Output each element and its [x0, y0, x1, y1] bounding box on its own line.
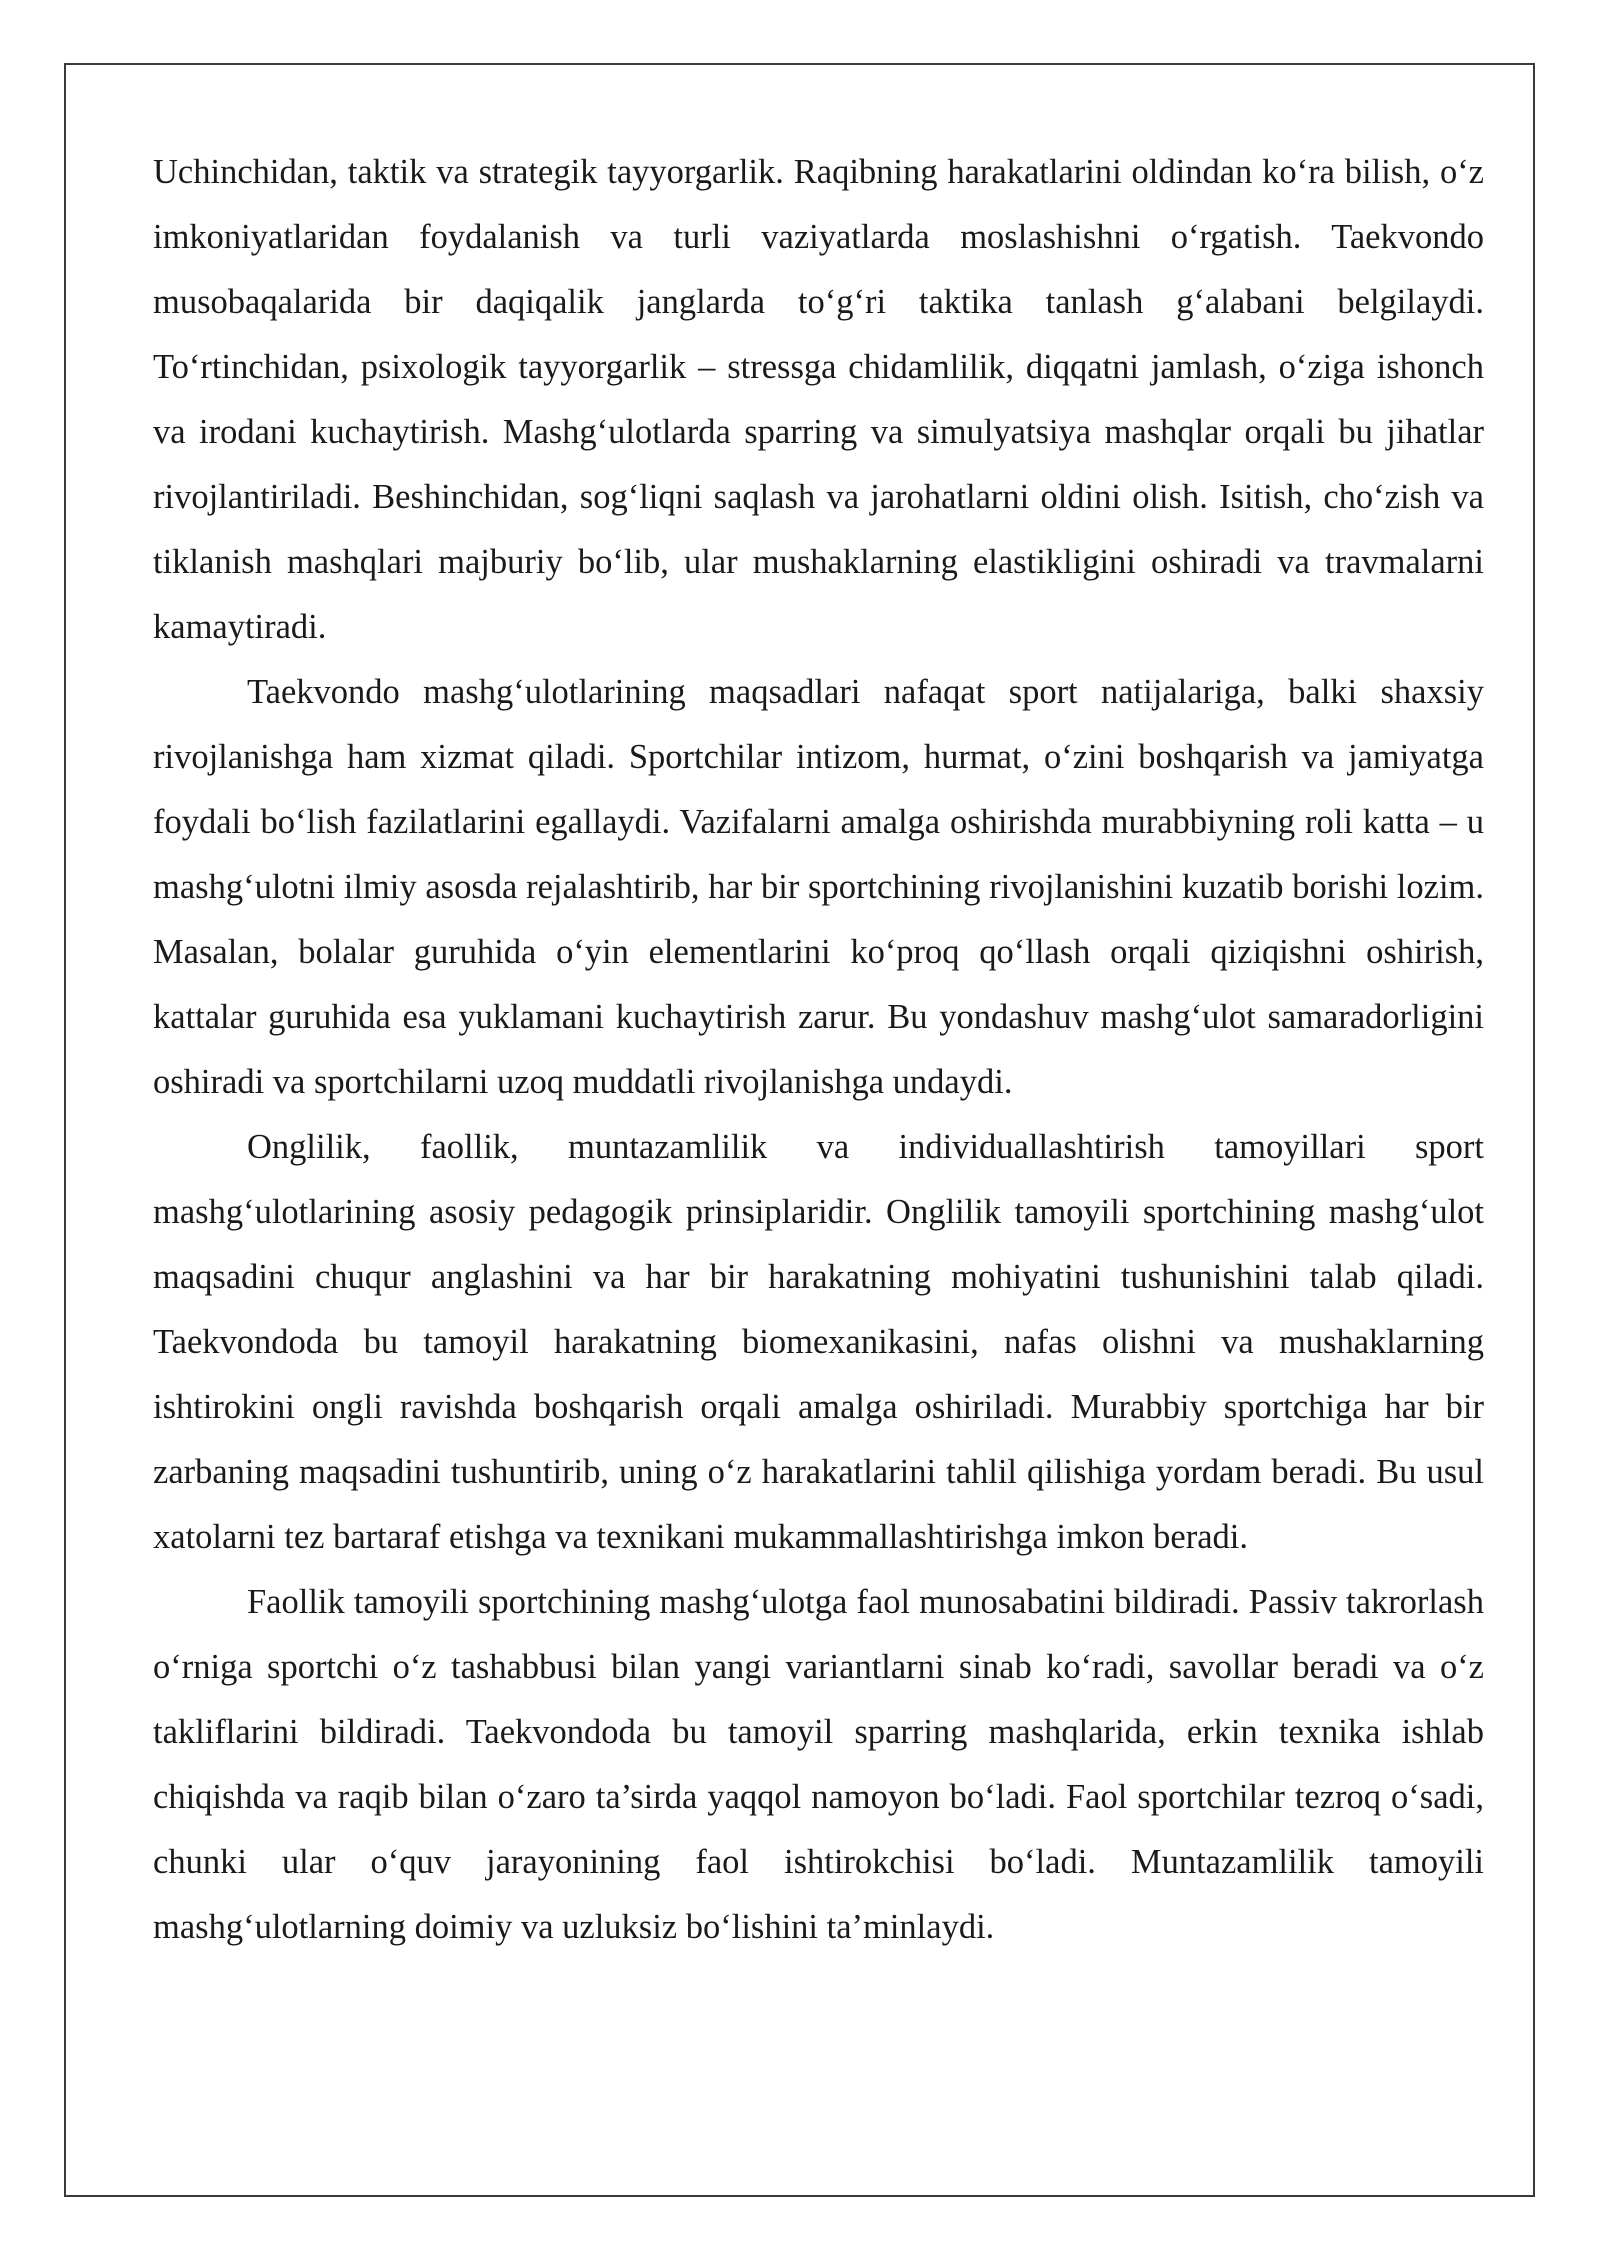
- document-body: [153, 140, 1484, 1960]
- paragraph-1: Uchinchidan, taktik va strategik tayyorgarlik. Raqibning harakatlarini oldindan ko‘ra bilish, o‘z imkoniyatlaridan foydalanish va turli vaziyatlarda moslashishni o‘rgatish. Taekvondo musobaqalarida bir daqiqalik janglarda to‘g‘ri taktika tanlash g‘alabani belgilaydi. To‘rtinchidan, psixologik tayyorgarlik – stressga chidamlilik, diqqatni jamlash, o‘ziga ishonch va irodani kuchaytirish. Mashg‘ulotlarda sparring va simulyatsiya mashqlar orqali bu jihatlar rivojlantiriladi. Beshinchidan, sog‘liqni saqlash va jarohatlarni oldini olish. Isitish, cho‘zish va tiklanish mashqlari majburiy bo‘lib, ular mushaklarning elastikligini oshiradi va travmalarni kamaytiradi.: [153, 153, 1484, 646]
- paragraph-2: Taekvondo mashg‘ulotlarining maqsadlari nafaqat sport natijalariga, balki shaxsiy rivojlanishga ham xizmat qiladi. Sportchilar intizom, hurmat, o‘zini boshqarish va jamiyatga foydali bo‘lish fazilatlarini egallaydi. Vazifalarni amalga oshirishda murabbiyning roli katta – u mashg‘ulotni ilmiy asosda rejalashtirib, har bir sportchining rivojlanishini kuzatib borishi lozim. Masalan, bolalar guruhida o‘yin elementlarini ko‘proq qo‘llash orqali qiziqishni oshirish, kattalar guruhida esa yuklamani kuchaytirish zarur. Bu yondashuv mashg‘ulot samaradorligini oshiradi va sportchilarni uzoq muddatli rivojlanishga undaydi.: [153, 673, 1484, 1101]
- paragraph-4: Faollik tamoyili sportchining mashg‘ulotga faol munosabatini bildiradi. Passiv takrorlash o‘rniga sportchi o‘z tashabbusi bilan yangi variantlarni sinab ko‘radi, savollar beradi va o‘z takliflarini bildiradi. Taekvondoda bu tamoyil sparring mashqlarida, erkin texnika ishlab chiqishda va raqib bilan o‘zaro ta’sirda yaqqol namoyon bo‘ladi. Faol sportchilar tezroq o‘sadi, chunki ular o‘quv jarayonining faol ishtirokchisi bo‘ladi. Muntazamlilik tamoyili mashg‘ulotlarning doimiy va uzluksiz bo‘lishini ta’minlaydi.: [153, 1583, 1484, 1946]
- paragraph-3: Onglilik, faollik, muntazamlilik va individuallashtirish tamoyillari sport mashg‘ulotlarining asosiy pedagogik prinsiplaridir. Onglilik tamoyili sportchining mashg‘ulot maqsadini chuqur anglashini va har bir harakatning mohiyatini tushunishini talab qiladi. Taekvondoda bu tamoyil harakatning biomexanikasini, nafas olishni va mushaklarning ishtirokini ongli ravishda boshqarish orqali amalga oshiriladi. Murabbiy sportchiga har bir zarbaning maqsadini tushuntirib, uning o‘z harakatlarini tahlil qilishiga yordam beradi. Bu usul xatolarni tez bartaraf etishga va texnikani mukammallashtirishga imkon beradi.: [153, 1128, 1484, 1556]
